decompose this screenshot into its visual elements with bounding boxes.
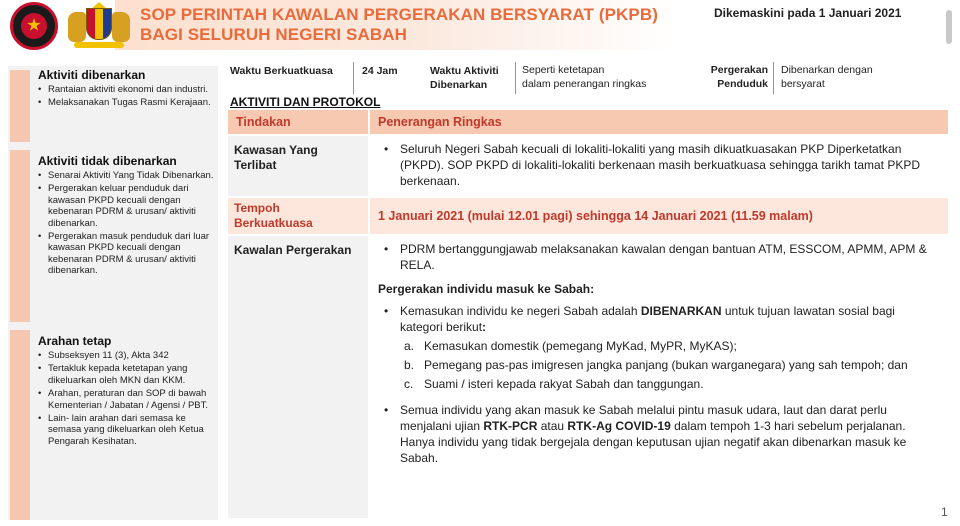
- list-item: • Subseksyen 11 (3), Akta 342: [38, 350, 218, 361]
- list-item: • Arahan, peraturan dan SOP di bawah Kementerian / Jabatan / Agensi / PBT.: [38, 388, 218, 411]
- text-run: atau: [537, 419, 568, 433]
- list-item: • Pergerakan keluar penduduk dari kawasan PKPD kecuali dengan kebenaran PDRM & urusan/ aktiviti dibenarkan.: [38, 183, 218, 229]
- list-item: • Seluruh Negeri Sabah kecuali di lokaliti-lokaliti yang masih dikuatkuasakan PKP Diperketatkan (PKPD). SOP PKPD di lokaliti-lokaliti berkenaan masih berkuatkuasa sehingga tarikh tamat PKPD berkenaan.: [378, 141, 940, 189]
- row-label: [228, 198, 368, 238]
- text-run: dalam tempoh 1-3 hari sebelum perjalanan. Hanya individu yang tidak bergejala dengan keputusan ujian negatif akan dibenarkan masuk ke Sabah.: [400, 419, 907, 465]
- pdrm-logo-icon: [10, 2, 58, 50]
- text-run: Kemasukan individu ke negeri Sabah adalah: [400, 304, 641, 318]
- label-line: Tempoh: [234, 201, 280, 215]
- item-letter: c.: [404, 377, 414, 391]
- list-item: • Lain- lain arahan dari semasa ke semasa yang dikeluarkan oleh Ketua Pengarah Kesihatan.: [38, 413, 218, 447]
- label-line: Pergerakan: [710, 64, 768, 76]
- value-line: bersyarat: [781, 78, 825, 90]
- subheading: Pergerakan individu masuk ke Sabah:: [378, 282, 595, 296]
- label-line: Kawasan Yang: [234, 143, 318, 157]
- activity-time-label: [430, 64, 499, 92]
- column-header: Penerangan Ringkas: [378, 115, 502, 129]
- list-item: • Pergerakan masuk penduduk dari luar kawasan PKPD kecuali dengan kebenaran PDRM & urusan/ aktiviti dibenarkan.: [38, 231, 218, 277]
- label-line: Terlibat: [234, 158, 277, 172]
- text-run: untuk tujuan lawatan sosial bagi kategori berikut: [400, 304, 895, 334]
- section-label: AKTIVITI DAN PROTOKOL: [230, 95, 381, 109]
- value-line: Dibenarkan dengan: [781, 64, 873, 76]
- table-row: [228, 236, 948, 518]
- list-item: • Melaksanakan Tugas Rasmi Kerajaan.: [38, 97, 218, 108]
- label-line: Dibenarkan: [430, 79, 488, 91]
- table-row: [228, 198, 948, 234]
- effective-time-label: Waktu Berkuatkuasa: [230, 65, 333, 77]
- divider: [353, 62, 354, 94]
- list-item: [378, 357, 940, 373]
- movement-label: [700, 63, 768, 91]
- list-item: [378, 338, 940, 354]
- accent-bar: [10, 70, 30, 142]
- accent-bar: [10, 330, 30, 520]
- section-heading: Aktiviti tidak dibenarkan: [38, 154, 177, 168]
- label-line: Penduduk: [717, 78, 768, 90]
- text-run: :: [482, 320, 487, 334]
- item-text: Pemegang pas-pas imigresen jangka panjang (bukan warganegara) yang sah tempoh; dan: [424, 358, 908, 372]
- updated-date: Dikemaskini pada 1 Januari 2021: [714, 6, 902, 20]
- row-label: [228, 136, 368, 180]
- label-line: Waktu Aktiviti: [430, 65, 499, 77]
- emphasis: DIBENARKAN: [640, 304, 722, 318]
- allowed-activities-section: [38, 68, 218, 111]
- list-item: • Tertakluk kepada ketetapan yang dikeluarkan oleh MKN dan KKM.: [38, 363, 218, 386]
- page-number: 1: [941, 505, 948, 519]
- list-item: • PDRM bertanggungjawab melaksanakan kawalan dengan bantuan ATM, ESSCOM, APMM, APM & RELA.: [378, 241, 940, 273]
- effective-period: 1 Januari 2021 (mulai 12.01 pagi) sehingga 14 Januari 2021 (11.59 malam): [378, 209, 813, 223]
- emphasis: RTK-PCR: [483, 419, 538, 433]
- item-letter: b.: [404, 358, 415, 372]
- effective-time-value: 24 Jam: [362, 65, 398, 77]
- standing-orders-section: [38, 334, 218, 449]
- disallowed-activities-section: [38, 154, 218, 279]
- section-heading: Aktiviti dibenarkan: [38, 68, 146, 82]
- section-heading: Arahan tetap: [38, 334, 112, 348]
- slide-header: [0, 0, 960, 58]
- divider: [515, 62, 516, 94]
- list-item: [378, 402, 940, 466]
- table-row: [228, 136, 948, 196]
- page-title: SOP PERINTAH KAWALAN PERGERAKAN BERSYARAT (PKPB): [140, 5, 658, 24]
- left-panel: [8, 66, 218, 520]
- accent-bar: [10, 150, 30, 322]
- label-line: Berkuatkuasa: [234, 216, 313, 230]
- list-item: [378, 303, 940, 335]
- scrollbar[interactable]: [946, 10, 952, 44]
- item-letter: a.: [404, 339, 415, 353]
- table-header-row: [228, 110, 948, 134]
- movement-value: [781, 63, 873, 91]
- list-item: • Senarai Aktiviti Yang Tidak Dibenarkan.: [38, 170, 218, 181]
- list-item: [378, 376, 940, 392]
- divider: [773, 62, 774, 94]
- row-label: Kawalan Pergerakan: [234, 243, 352, 257]
- item-text: Suami / isteri kepada rakyat Sabah dan tanggungan.: [424, 377, 704, 391]
- value-line: Seperti ketetapan: [522, 64, 605, 76]
- value-line: dalam penerangan ringkas: [522, 78, 647, 90]
- coat-of-arms-icon: [66, 2, 132, 50]
- activity-time-value: [522, 63, 646, 91]
- item-text: Kemasukan domestik (pemegang MyKad, MyPR, MyKAS);: [424, 339, 737, 353]
- list-item: • Rantaian aktiviti ekonomi dan industri.: [38, 84, 218, 95]
- column-header: Tindakan: [236, 115, 291, 129]
- text-run: Semua individu yang akan masuk ke Sabah melalui pintu masuk udara, laut dan darat perlu menjalani ujian: [400, 403, 887, 433]
- page-subtitle: BAGI SELURUH NEGERI SABAH: [140, 25, 407, 44]
- emphasis: RTK-Ag COVID-19: [567, 419, 671, 433]
